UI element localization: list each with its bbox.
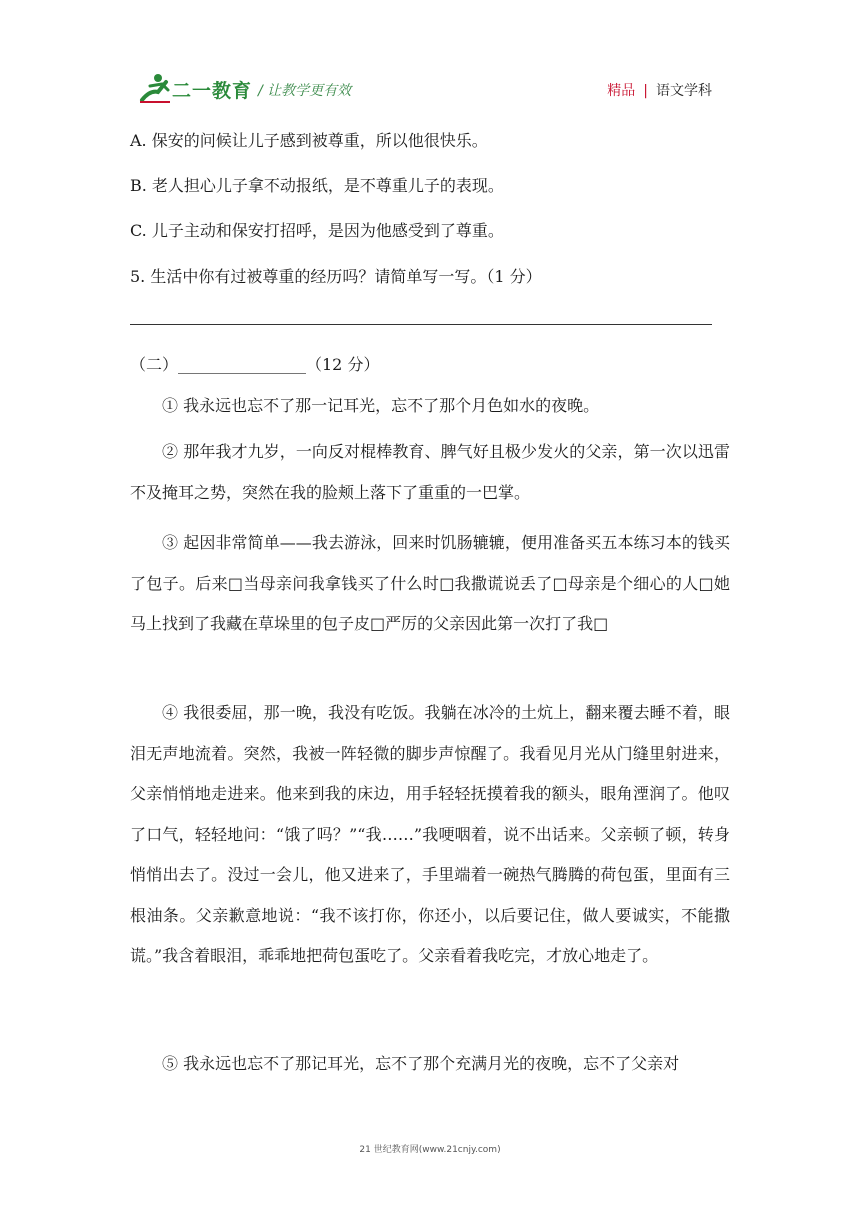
paragraph-1: ① 我永远也忘不了那一记耳光，忘不了那个月色如水的夜晚。 <box>162 396 600 415</box>
paragraph-2: ② 那年我才九岁，一向反对棍棒教育、脾气好且极少发火的父亲，第一次以迅雷不及掩耳之势，突然在我的脸颊上落下了重重的一巴掌。 <box>130 442 730 502</box>
paragraph-5: ⑤ 我永远也忘不了那记耳光，忘不了那个充满月光的夜晚，忘不了父亲对 <box>162 1054 680 1073</box>
option-a: A. 保安的问候让儿子感到被尊重，所以他很快乐。 <box>130 131 488 150</box>
option-b: B. 老人担心儿子拿不动报纸，是不尊重儿子的表现。 <box>130 176 504 195</box>
logo-text: 二一教育 <box>172 80 253 102</box>
brand-label: 精品 <box>607 83 636 99</box>
page-header <box>0 0 860 110</box>
paragraph-3: ③ 起因非常简单——我去游泳，回来时饥肠辘辘，便用准备买五本练习本的钱买了包子。后来□当母亲问我拿钱买了什么时□我撒谎说丢了□母亲是个细心的人□她马上找到了我藏在草垛里的包子皮□严厉的父亲因此第一次打了我□ <box>130 533 730 633</box>
option-c: C. 儿子主动和保安打招呼，是因为他感受到了尊重。 <box>130 221 504 240</box>
header-right <box>607 80 712 100</box>
header-separator: | <box>643 83 648 99</box>
slogan: / 让教学更有效 <box>258 83 352 99</box>
paragraph-4: ④ 我很委屈，那一晚，我没有吃饭。我躺在冰冷的土炕上，翻来覆去睡不着，眼泪无声地流着。突然，我被一阵轻微的脚步声惊醒了。我看见月光从门缝里射进来，父亲悄悄地走进来。他来到我的床边，用手轻轻抚摸着我的额头，眼角湮润了。他叹了口气，轻轻地问：“饿了吗？”“我……”我哽咽着，说不出话来。父亲顿了顿，转身悄悄出去了。没过一会儿，他又进来了，手里端着一碗热气腾腾的荷包蛋，里面有三根油条。父亲歉意地说：“我不该打你，你还小，以后要记住，做人要诚实，不能撒谎。”我含着眼泪，乖乖地把荷包蛋吃了。父亲看着我吃完，才放心地走了。 <box>130 703 730 965</box>
answer-line <box>130 324 712 325</box>
subject-label: 语文学科 <box>656 83 712 99</box>
section-2-heading: （二）________________（12 分） <box>130 355 380 374</box>
question-5: 5. 生活中你有过被尊重的经历吗？请简单写一写。（1 分） <box>130 267 542 286</box>
page-footer: 21 世纪教育网(www.21cnjy.com) <box>359 1145 501 1155</box>
